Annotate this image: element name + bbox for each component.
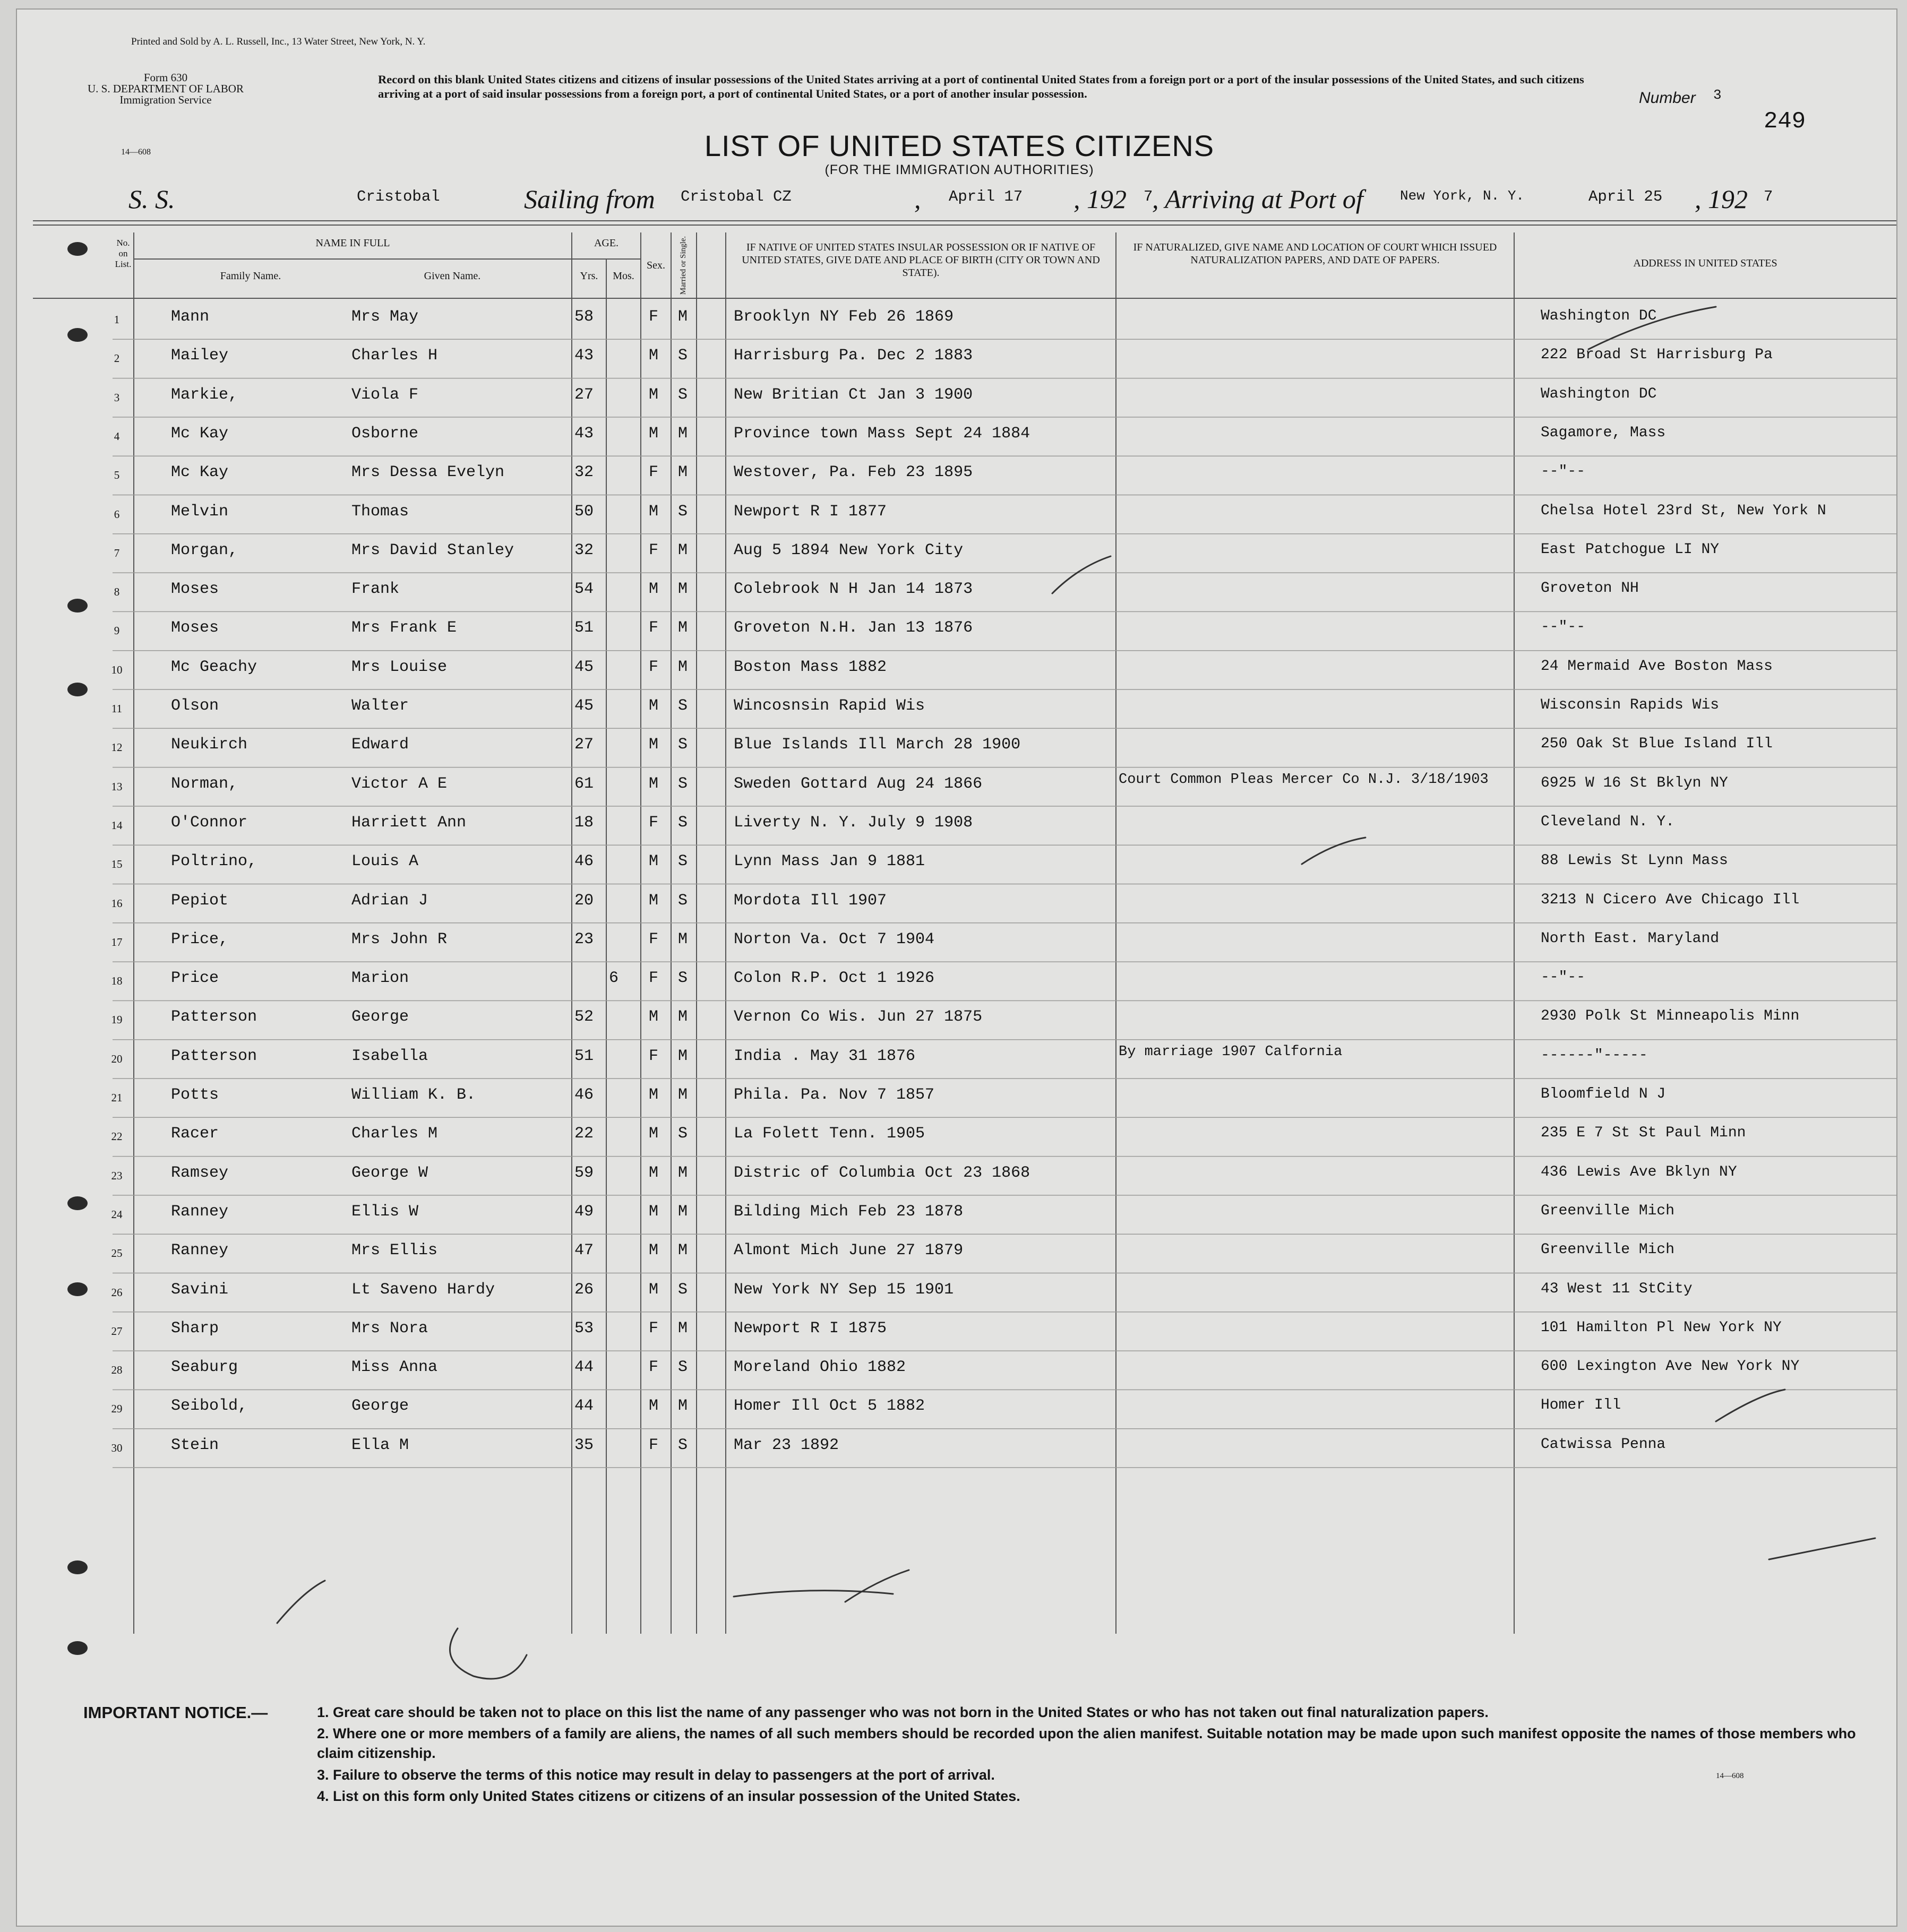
row-number: 30 <box>111 1441 123 1454</box>
sex: F <box>649 1436 659 1454</box>
us-address: 600 Lexington Ave New York NY <box>1541 1358 1800 1375</box>
age-years: 54 <box>574 580 594 599</box>
col-sex: Sex. <box>647 260 665 271</box>
naturalization-info: Court Common Pleas Mercer Co N.J. 3/18/1903 <box>1119 771 1489 788</box>
birth-info: Mar 23 1892 <box>734 1436 839 1454</box>
age-years: 59 <box>574 1163 594 1182</box>
us-address: Sagamore, Mass <box>1541 424 1666 441</box>
row-number: 27 <box>111 1324 123 1338</box>
col-naturalized: IF NATURALIZED, GIVE NAME AND LOCATION OF COURT WHICH ISSUED NATURALIZATION PAPERS, AND DATE OF PAPERS. <box>1133 242 1497 266</box>
sex: F <box>649 1319 659 1338</box>
family-name: O'Connor <box>171 813 248 832</box>
record-instructions: Record on this blank United States citizens and citizens of insular possessions of the United States arriving at a port of continental United States from a foreign port or a port of the insular possessions of the United States, and such citizens arriving at a port of said insular possessions from a foreign port, a port of continental United States, or a port of another insular possession. <box>378 73 1584 100</box>
col-age: AGE. <box>594 237 619 249</box>
naturalization-info: By marriage 1907 Calfornia <box>1119 1043 1343 1060</box>
row-number: 4 <box>114 429 120 443</box>
sex: M <box>649 1125 659 1143</box>
age-years: 43 <box>574 347 594 365</box>
given-name: Viola F <box>351 385 419 404</box>
page-number: 249 <box>1764 108 1806 135</box>
sex: F <box>649 308 659 326</box>
marital-status: M <box>678 1086 688 1104</box>
us-address: Cleveland N. Y. <box>1541 813 1675 830</box>
row-number: 29 <box>111 1402 123 1416</box>
us-address: Bloomfield N J <box>1541 1086 1666 1102</box>
birth-info: Boston Mass 1882 <box>734 658 887 676</box>
family-name: Mailey <box>171 347 229 365</box>
age-years: 44 <box>574 1397 594 1416</box>
sex: F <box>649 813 659 832</box>
us-address: 222 Broad St Harrisburg Pa <box>1541 347 1773 364</box>
us-address: 436 Lewis Ave Bklyn NY <box>1541 1163 1737 1180</box>
row-number: 22 <box>111 1130 123 1143</box>
birth-info: Colebrook N H Jan 14 1873 <box>734 580 973 599</box>
us-address: 250 Oak St Blue Island Ill <box>1541 736 1773 753</box>
us-address: Catwissa Penna <box>1541 1436 1666 1453</box>
given-name: Louis A <box>351 852 419 871</box>
birth-info: Province town Mass Sept 24 1884 <box>734 424 1030 443</box>
arrival-date: April 25 <box>1588 188 1663 205</box>
sex: M <box>649 736 659 754</box>
given-name: Mrs Ellis <box>351 1241 438 1260</box>
list-title: LIST OF UNITED STATES CITIZENS <box>704 129 1215 162</box>
age-years: 52 <box>574 1008 594 1027</box>
birth-info: New Britian Ct Jan 3 1900 <box>734 385 973 404</box>
age-years: 46 <box>574 1086 594 1104</box>
age-years: 44 <box>574 1358 594 1377</box>
us-address: Groveton NH <box>1541 580 1639 597</box>
punch-hole <box>67 328 88 342</box>
age-years: 51 <box>574 1047 594 1065</box>
col-no: No. on List. <box>115 238 132 269</box>
age-years: 61 <box>574 774 594 793</box>
marital-status: M <box>678 1202 688 1221</box>
us-address: East Patchogue LI NY <box>1541 541 1720 558</box>
row-number: 7 <box>114 546 120 559</box>
family-name: Sharp <box>171 1319 219 1338</box>
ss-label: S. S. <box>128 184 175 214</box>
list-subtitle: (FOR THE IMMIGRATION AUTHORITIES) <box>824 162 1094 177</box>
row-number: 9 <box>114 624 120 637</box>
birth-info: Mordota Ill 1907 <box>734 891 887 910</box>
row-number: 19 <box>111 1013 123 1027</box>
birth-info: Brooklyn NY Feb 26 1869 <box>734 308 954 326</box>
sex: M <box>649 1086 659 1104</box>
punch-hole <box>67 1196 88 1210</box>
given-name: Mrs David Stanley <box>351 541 514 559</box>
given-name: George <box>351 1397 409 1416</box>
family-name: Ranney <box>171 1241 229 1260</box>
form-number: Form 630 <box>143 71 188 84</box>
birth-info: Moreland Ohio 1882 <box>734 1358 906 1377</box>
separator: , <box>914 184 921 214</box>
given-name: Charles H <box>351 347 438 365</box>
row-number: 3 <box>114 391 120 404</box>
row-number: 6 <box>114 507 120 521</box>
family-name: Racer <box>171 1125 219 1143</box>
col-given-name: Given Name. <box>424 270 481 282</box>
year-digit-arrival: 7 <box>1764 188 1773 205</box>
family-name: Stein <box>171 1436 219 1454</box>
us-address: Homer Ill <box>1541 1397 1621 1414</box>
col-name-in-full: NAME IN FULL <box>315 237 390 249</box>
sex: M <box>649 580 659 599</box>
sailing-date: April 17 <box>949 188 1023 205</box>
row-number: 13 <box>111 780 123 793</box>
row-number: 24 <box>111 1208 123 1221</box>
family-name: Pepiot <box>171 891 229 910</box>
row-number: 26 <box>111 1286 123 1299</box>
sex: F <box>649 969 659 988</box>
footer-form-code: 14—608 <box>1716 1772 1744 1780</box>
birth-info: Almont Mich June 27 1879 <box>734 1241 964 1260</box>
marital-status: M <box>678 541 688 559</box>
age-months: 6 <box>609 969 619 988</box>
year-digit-sailing: 7 <box>1144 188 1153 205</box>
marital-status: S <box>678 502 688 521</box>
family-name: Norman, <box>171 774 238 793</box>
birth-info: Lynn Mass Jan 9 1881 <box>734 852 925 871</box>
family-name: Seaburg <box>171 1358 238 1377</box>
age-years: 18 <box>574 813 594 832</box>
sex: F <box>649 463 659 482</box>
family-name: Mann <box>171 308 210 326</box>
age-years: 50 <box>574 502 594 521</box>
ship-name: Cristobal <box>357 188 440 205</box>
birth-info: India . May 31 1876 <box>734 1047 916 1065</box>
notice-item-4: 4. List on this form only United States citizens or citizens of an insular possession of the United States. <box>317 1788 1020 1804</box>
col-family-name: Family Name. <box>220 270 281 282</box>
marital-status: M <box>678 1163 688 1182</box>
family-name: Patterson <box>171 1047 257 1065</box>
family-name: Markie, <box>171 385 238 404</box>
marital-status: S <box>678 774 688 793</box>
sex: M <box>649 1202 659 1221</box>
us-address: Chelsa Hotel 23rd St, New York N <box>1541 502 1826 519</box>
row-number: 17 <box>111 935 123 948</box>
age-years: 27 <box>574 736 594 754</box>
family-name: Mc Kay <box>171 424 229 443</box>
birth-info: Phila. Pa. Nov 7 1857 <box>734 1086 935 1104</box>
birth-info: Harrisburg Pa. Dec 2 1883 <box>734 347 973 365</box>
us-address: 6925 W 16 St Bklyn NY <box>1541 774 1728 791</box>
birth-info: Liverty N. Y. July 9 1908 <box>734 813 973 832</box>
given-name: Ellis W <box>351 1202 419 1221</box>
marital-status: S <box>678 1280 688 1299</box>
family-name: Ranney <box>171 1202 229 1221</box>
age-years: 20 <box>574 891 594 910</box>
family-name: Mc Geachy <box>171 658 257 676</box>
sex: M <box>649 697 659 715</box>
us-address: Greenville Mich <box>1541 1241 1675 1258</box>
us-address: 88 Lewis St Lynn Mass <box>1541 852 1728 869</box>
age-years: 22 <box>574 1125 594 1143</box>
age-years: 23 <box>574 930 594 948</box>
family-name: Ramsey <box>171 1163 229 1182</box>
marital-status: S <box>678 813 688 832</box>
us-address: Wisconsin Rapids Wis <box>1541 697 1720 713</box>
us-address: North East. Maryland <box>1541 930 1720 947</box>
given-name: William K. B. <box>351 1086 476 1104</box>
marital-status: M <box>678 1008 688 1027</box>
sex: F <box>649 541 659 559</box>
row-number: 1 <box>114 313 120 326</box>
row-number: 12 <box>111 741 123 754</box>
marital-status: M <box>678 930 688 948</box>
birth-info: Homer Ill Oct 5 1882 <box>734 1397 925 1416</box>
family-name: Potts <box>171 1086 219 1104</box>
notice-item-1: 1. Great care should be taken not to place on this list the name of any passenger who was not born in the United States or who has not taken out final naturalization papers. <box>317 1704 1489 1720</box>
printer-credit: Printed and Sold by A. L. Russell, Inc., 13 Water Street, New York, N. Y. <box>131 36 426 47</box>
us-address: Washington DC <box>1541 308 1657 324</box>
us-address: 43 West 11 StCity <box>1541 1280 1693 1297</box>
row-number: 8 <box>114 585 120 599</box>
marital-status: M <box>678 1241 688 1260</box>
row-number: 14 <box>111 818 123 832</box>
given-name: Walter <box>351 697 409 715</box>
given-name: Marion <box>351 969 409 988</box>
family-name: Price, <box>171 930 229 948</box>
us-address: ------"----- <box>1541 1047 1648 1064</box>
marital-status: M <box>678 424 688 443</box>
col-birth: IF NATIVE OF UNITED STATES INSULAR POSSESSION OR IF NATIVE OF UNITED STATES, GIVE DATE AND PLACE OF BIRTH (CITY OR TOWN AND STATE). <box>742 242 1100 279</box>
given-name: Harriett Ann <box>351 813 467 832</box>
family-name: Melvin <box>171 502 229 521</box>
sex: F <box>649 1358 659 1377</box>
sailing-label: Sailing from <box>524 184 655 214</box>
age-years: 45 <box>574 697 594 715</box>
sex: M <box>649 424 659 443</box>
given-name: Mrs Nora <box>351 1319 428 1338</box>
age-years: 43 <box>574 424 594 443</box>
year-prefix-sailing: , 192 <box>1073 184 1127 214</box>
sex: M <box>649 1008 659 1027</box>
given-name: Thomas <box>351 502 409 521</box>
sex: F <box>649 619 659 637</box>
birth-info: Newport R I 1877 <box>734 502 887 521</box>
us-address: 24 Mermaid Ave Boston Mass <box>1541 658 1773 675</box>
department-name: U. S. DEPARTMENT OF LABOR <box>88 82 244 95</box>
family-name: Savini <box>171 1280 229 1299</box>
sex: M <box>649 774 659 793</box>
birth-info: Vernon Co Wis. Jun 27 1875 <box>734 1008 983 1027</box>
age-years: 27 <box>574 385 594 404</box>
row-number: 18 <box>111 974 123 988</box>
row-number: 20 <box>111 1052 123 1065</box>
family-name: Morgan, <box>171 541 238 559</box>
row-number: 28 <box>111 1364 123 1377</box>
sex: M <box>649 385 659 404</box>
sex: M <box>649 852 659 871</box>
us-address: --"-- <box>1541 619 1586 636</box>
punch-hole <box>67 599 88 613</box>
marital-status: M <box>678 658 688 676</box>
marital-status: M <box>678 308 688 326</box>
given-name: George W <box>351 1163 428 1182</box>
arriving-label: , Arriving at Port of <box>1152 184 1363 214</box>
number-label: Number <box>1639 89 1696 107</box>
birth-info: Wincosnsin Rapid Wis <box>734 697 925 715</box>
given-name: Ella M <box>351 1436 409 1454</box>
sex: F <box>649 930 659 948</box>
given-name: Charles M <box>351 1125 438 1143</box>
given-name: Isabella <box>351 1047 428 1065</box>
us-address: Washington DC <box>1541 385 1657 402</box>
given-name: Mrs John R <box>351 930 448 948</box>
year-prefix-arrival: , 192 <box>1695 184 1748 214</box>
row-number: 16 <box>111 896 123 910</box>
family-name: Olson <box>171 697 219 715</box>
sex: M <box>649 347 659 365</box>
us-address: 2930 Polk St Minneapolis Minn <box>1541 1008 1800 1025</box>
us-address: 3213 N Cicero Ave Chicago Ill <box>1541 891 1800 908</box>
punch-hole <box>67 683 88 696</box>
punch-hole <box>67 1641 88 1655</box>
birth-info: New York NY Sep 15 1901 <box>734 1280 954 1299</box>
given-name: Mrs Louise <box>351 658 448 676</box>
marital-status: M <box>678 619 688 637</box>
sailing-port: Cristobal CZ <box>681 188 792 205</box>
row-number: 11 <box>111 702 123 715</box>
age-years: 47 <box>574 1241 594 1260</box>
us-address: --"-- <box>1541 969 1586 986</box>
family-name: Patterson <box>171 1008 257 1027</box>
given-name: Edward <box>351 736 409 754</box>
age-years: 26 <box>574 1280 594 1299</box>
given-name: Victor A E <box>351 774 448 793</box>
row-number: 5 <box>114 469 120 482</box>
age-years: 53 <box>574 1319 594 1338</box>
marital-status: S <box>678 347 688 365</box>
age-years: 45 <box>574 658 594 676</box>
service-name: Immigration Service <box>119 93 212 106</box>
family-name: Moses <box>171 619 219 637</box>
number-value: 3 <box>1713 87 1722 103</box>
marital-status: M <box>678 580 688 599</box>
col-address: ADDRESS IN UNITED STATES <box>1633 257 1777 269</box>
birth-info: Groveton N.H. Jan 13 1876 <box>734 619 973 637</box>
row-number: 23 <box>111 1169 123 1182</box>
marital-status: M <box>678 1047 688 1065</box>
given-name: Miss Anna <box>351 1358 438 1377</box>
birth-info: Distric of Columbia Oct 23 1868 <box>734 1163 1030 1182</box>
marital-status: M <box>678 463 688 482</box>
marital-status: S <box>678 891 688 910</box>
punch-hole <box>67 242 88 256</box>
family-name: Moses <box>171 580 219 599</box>
us-address: 235 E 7 St St Paul Minn <box>1541 1125 1746 1142</box>
row-number: 10 <box>111 663 123 676</box>
row-number: 25 <box>111 1247 123 1260</box>
sex: M <box>649 1241 659 1260</box>
row-number: 15 <box>111 858 123 871</box>
given-name: Mrs Dessa Evelyn <box>351 463 505 482</box>
birth-info: Aug 5 1894 New York City <box>734 541 964 559</box>
given-name: Mrs Frank E <box>351 619 457 637</box>
marital-status: S <box>678 385 688 404</box>
sex: M <box>649 891 659 910</box>
notice-heading: IMPORTANT NOTICE.— <box>83 1703 268 1722</box>
marital-status: M <box>678 1319 688 1338</box>
manifest-page <box>16 8 1897 1927</box>
form-code: 14—608 <box>121 148 151 157</box>
birth-info: Blue Islands Ill March 28 1900 <box>734 736 1021 754</box>
col-years: Yrs. <box>580 270 598 282</box>
col-married-single: Married or Single. <box>679 236 688 295</box>
given-name: Frank <box>351 580 400 599</box>
row-number: 21 <box>111 1091 123 1104</box>
sex: F <box>649 1047 659 1065</box>
age-years: 32 <box>574 541 594 559</box>
birth-info: Bilding Mich Feb 23 1878 <box>734 1202 964 1221</box>
family-name: Price <box>171 969 219 988</box>
handwritten-annotations <box>17 10 1896 1697</box>
notice-item-2: 2. Where one or more members of a family are aliens, the names of all such members should be recorded upon the alien manifest. Suitable notation may be made upon such manifest opposite the names of those members who claim citizenship. <box>317 1726 1856 1761</box>
family-name: Neukirch <box>171 736 248 754</box>
family-name: Poltrino, <box>171 852 257 871</box>
age-years: 58 <box>574 308 594 326</box>
birth-info: Newport R I 1875 <box>734 1319 887 1338</box>
given-name: Osborne <box>351 424 419 443</box>
family-name: Seibold, <box>171 1397 248 1416</box>
sex: M <box>649 1280 659 1299</box>
sex: M <box>649 1163 659 1182</box>
sex: M <box>649 502 659 521</box>
col-months: Mos. <box>613 270 634 282</box>
age-years: 49 <box>574 1202 594 1221</box>
given-name: Mrs May <box>351 308 419 326</box>
marital-status: S <box>678 1358 688 1377</box>
given-name: George <box>351 1008 409 1027</box>
sex: F <box>649 658 659 676</box>
punch-hole <box>67 1560 88 1574</box>
age-years: 35 <box>574 1436 594 1454</box>
marital-status: S <box>678 969 688 988</box>
birth-info: Sweden Gottard Aug 24 1866 <box>734 774 983 793</box>
birth-info: La Folett Tenn. 1905 <box>734 1125 925 1143</box>
marital-status: M <box>678 1397 688 1416</box>
marital-status: S <box>678 1125 688 1143</box>
arrival-port: New York, N. Y. <box>1400 188 1525 204</box>
given-name: Adrian J <box>351 891 428 910</box>
punch-hole <box>67 1282 88 1296</box>
birth-info: Colon R.P. Oct 1 1926 <box>734 969 935 988</box>
age-years: 46 <box>574 852 594 871</box>
sex: M <box>649 1397 659 1416</box>
age-years: 51 <box>574 619 594 637</box>
us-address: 101 Hamilton Pl New York NY <box>1541 1319 1782 1336</box>
marital-status: S <box>678 1436 688 1454</box>
row-number: 2 <box>114 352 120 365</box>
given-name: Lt Saveno Hardy <box>351 1280 495 1299</box>
birth-info: Norton Va. Oct 7 1904 <box>734 930 935 948</box>
notice-item-3: 3. Failure to observe the terms of this notice may result in delay to passengers at the port of arrival. <box>317 1767 995 1783</box>
marital-status: S <box>678 852 688 871</box>
marital-status: S <box>678 736 688 754</box>
family-name: Mc Kay <box>171 463 229 482</box>
us-address: --"-- <box>1541 463 1586 480</box>
marital-status: S <box>678 697 688 715</box>
us-address: Greenville Mich <box>1541 1202 1675 1219</box>
age-years: 32 <box>574 463 594 482</box>
birth-info: Westover, Pa. Feb 23 1895 <box>734 463 973 482</box>
